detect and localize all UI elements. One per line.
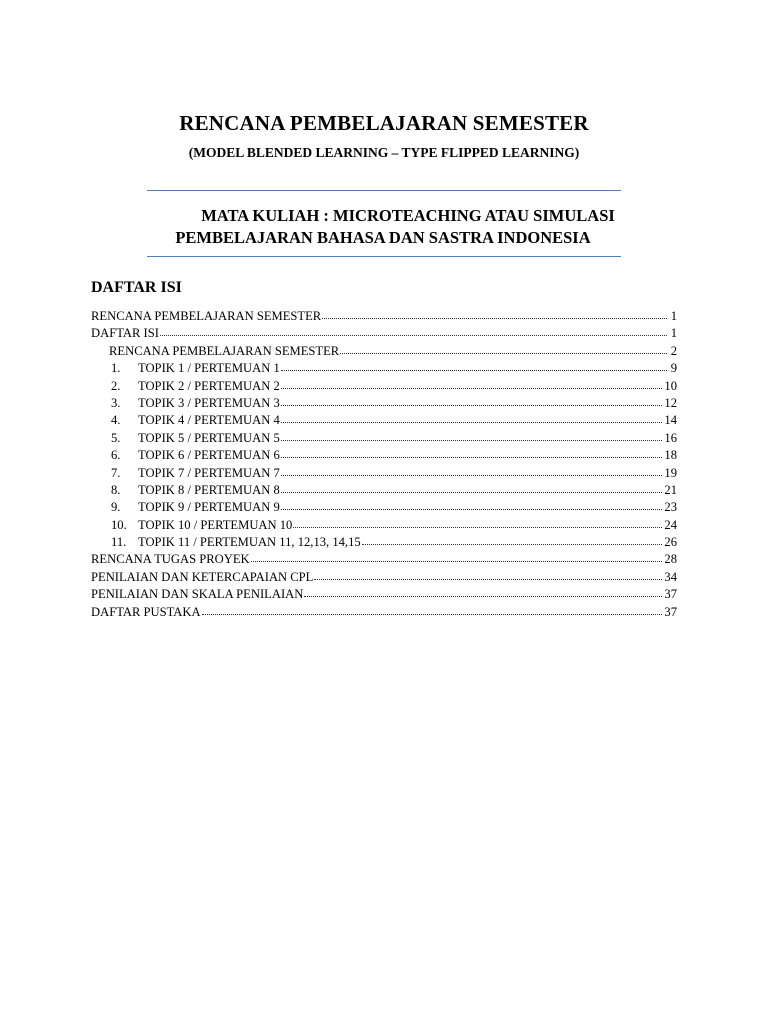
toc-entry-page: 9 bbox=[670, 361, 677, 376]
toc-leader-dots bbox=[160, 325, 667, 337]
toc-entry[interactable] bbox=[91, 551, 677, 568]
toc-entry-page: 10 bbox=[664, 378, 677, 393]
toc-entry-page: 26 bbox=[664, 535, 677, 550]
toc-entry[interactable] bbox=[91, 395, 677, 412]
divider-top bbox=[147, 190, 621, 191]
toc-entry-label: TOPIK 11 / PERTEMUAN 11, 12,13, 14,15 bbox=[138, 535, 361, 550]
toc-entry[interactable] bbox=[91, 412, 677, 429]
toc-leader-dots bbox=[281, 499, 663, 511]
toc-entry-label: DAFTAR ISI bbox=[91, 326, 159, 341]
toc-entry-label: TOPIK 6 / PERTEMUAN 6 bbox=[138, 448, 280, 463]
toc-leader-dots bbox=[304, 586, 662, 598]
toc-heading: DAFTAR ISI bbox=[91, 279, 182, 296]
toc-leader-dots bbox=[281, 447, 663, 459]
toc-entry-page: 18 bbox=[664, 448, 677, 463]
toc-leader-dots bbox=[340, 343, 667, 355]
toc-entry[interactable] bbox=[91, 482, 677, 499]
course-title-line-1: MATA KULIAH : MICROTEACHING ATAU SIMULASI bbox=[201, 206, 615, 225]
toc-leader-dots bbox=[322, 308, 667, 320]
toc-entry-label: TOPIK 2 / PERTEMUAN 2 bbox=[138, 378, 280, 393]
toc-entry-page: 37 bbox=[664, 587, 677, 602]
toc-entry-number: 5. bbox=[111, 430, 121, 445]
toc-entry-label: TOPIK 9 / PERTEMUAN 9 bbox=[138, 500, 280, 515]
course-title bbox=[0, 205, 768, 249]
toc-entry-label: DAFTAR PUSTAKA bbox=[91, 604, 201, 619]
toc-entry[interactable] bbox=[91, 517, 677, 534]
toc-leader-dots bbox=[281, 378, 663, 390]
toc-leader-dots bbox=[281, 430, 663, 442]
toc-entry-number: 4. bbox=[111, 413, 121, 428]
toc-leader-dots bbox=[281, 465, 663, 477]
toc-leader-dots bbox=[202, 604, 663, 616]
toc-entry-label: PENILAIAN DAN KETERCAPAIAN CPL bbox=[91, 569, 314, 584]
toc-entry-page: 1 bbox=[670, 309, 677, 323]
toc-entry[interactable] bbox=[91, 430, 677, 447]
toc-entry-label: TOPIK 7 / PERTEMUAN 7 bbox=[138, 465, 280, 480]
toc-entry-page: 23 bbox=[664, 500, 677, 515]
toc-entry-number: 2. bbox=[111, 378, 121, 393]
toc-leader-dots bbox=[281, 395, 663, 407]
toc-entry-label: TOPIK 8 / PERTEMUAN 8 bbox=[138, 482, 280, 497]
toc-entry-number: 6. bbox=[111, 448, 121, 463]
toc-entry-page: 37 bbox=[664, 604, 677, 619]
toc-entry-label: TOPIK 10 / PERTEMUAN 10 bbox=[138, 517, 293, 532]
toc-entry-label: RENCANA TUGAS PROYEK bbox=[91, 552, 250, 567]
toc-entry-number: 10. bbox=[111, 517, 127, 532]
toc-entry-number: 1. bbox=[111, 361, 121, 376]
toc-entry[interactable] bbox=[91, 308, 677, 325]
toc-entry[interactable] bbox=[91, 360, 677, 377]
toc-entry-label: TOPIK 1 / PERTEMUAN 1 bbox=[138, 361, 280, 376]
toc-entry-label: TOPIK 3 / PERTEMUAN 3 bbox=[138, 395, 280, 410]
document-title: RENCANA PEMBELAJARAN SEMESTER bbox=[179, 111, 589, 135]
toc-leader-dots bbox=[314, 569, 662, 581]
toc-entry-page: 19 bbox=[664, 465, 677, 480]
toc-entry[interactable] bbox=[91, 465, 677, 482]
toc-entry-number: 7. bbox=[111, 465, 121, 480]
toc-entry[interactable] bbox=[91, 343, 677, 360]
toc-entry-label: RENCANA PEMBELAJARAN SEMESTER bbox=[91, 309, 322, 323]
toc-entry-page: 14 bbox=[664, 413, 677, 428]
toc-leader-dots bbox=[293, 517, 662, 529]
toc-leader-dots bbox=[281, 360, 667, 372]
toc-entry-page: 2 bbox=[670, 343, 677, 358]
toc-entry[interactable] bbox=[91, 325, 677, 342]
toc-entry-number: 9. bbox=[111, 500, 121, 515]
toc-leader-dots bbox=[251, 551, 663, 563]
toc-entry-label: TOPIK 4 / PERTEMUAN 4 bbox=[138, 413, 280, 428]
toc-leader-dots bbox=[362, 534, 663, 546]
toc-entry[interactable] bbox=[91, 534, 677, 551]
table-of-contents bbox=[91, 308, 677, 621]
toc-entry-number: 8. bbox=[111, 482, 121, 497]
toc-leader-dots bbox=[281, 482, 663, 494]
toc-entry-page: 12 bbox=[664, 395, 677, 410]
toc-entry-number: 3. bbox=[111, 395, 121, 410]
toc-entry[interactable] bbox=[91, 569, 677, 586]
toc-entry[interactable] bbox=[91, 499, 677, 516]
toc-entry-page: 16 bbox=[664, 430, 677, 445]
toc-leader-dots bbox=[281, 412, 663, 424]
toc-entry-label: TOPIK 5 / PERTEMUAN 5 bbox=[138, 430, 280, 445]
divider-bottom bbox=[147, 256, 621, 257]
toc-entry[interactable] bbox=[91, 447, 677, 464]
toc-entry-page: 21 bbox=[664, 482, 677, 497]
toc-entry-page: 24 bbox=[664, 517, 677, 532]
toc-entry-label: RENCANA PEMBELAJARAN SEMESTER bbox=[109, 343, 340, 358]
toc-entry[interactable] bbox=[91, 604, 677, 621]
toc-entry-label: PENILAIAN DAN SKALA PENILAIAN bbox=[91, 587, 304, 602]
course-title-line-2: PEMBELAJARAN BAHASA DAN SASTRA INDONESIA bbox=[175, 228, 591, 247]
toc-entry-page: 28 bbox=[664, 552, 677, 567]
toc-entry[interactable] bbox=[91, 586, 677, 603]
toc-entry-number: 11. bbox=[111, 535, 127, 550]
toc-entry-page: 1 bbox=[670, 326, 677, 341]
document-subtitle: (MODEL BLENDED LEARNING – TYPE FLIPPED LEARNING) bbox=[188, 145, 580, 160]
toc-entry[interactable] bbox=[91, 378, 677, 395]
toc-entry-page: 34 bbox=[664, 569, 677, 584]
